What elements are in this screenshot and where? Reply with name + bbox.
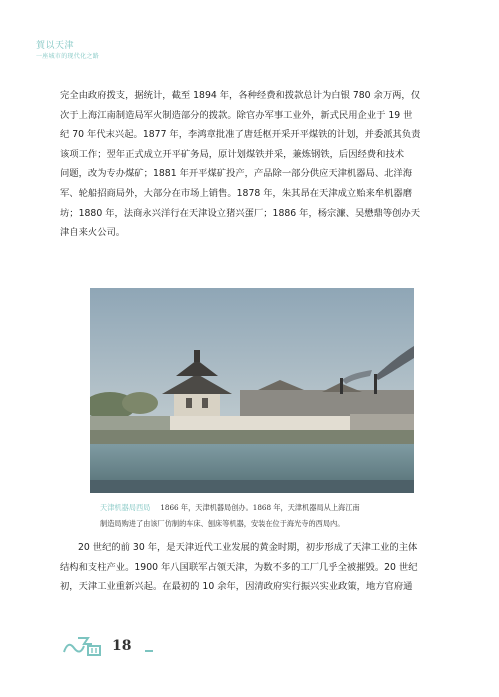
text-line: 初，天津工业重新兴起。在最初的 10 余年，因清政府实行振兴实业政策，地方官府通 — [60, 581, 413, 593]
photo-caption — [100, 500, 420, 532]
body-paragraph-2 — [60, 538, 452, 597]
body-paragraph-1 — [60, 86, 452, 243]
caption-line: 制造局购进了由该厂仿制的车床、刨床等机器，安装在位于海光寺的西局内。 — [100, 519, 345, 528]
series-logo-icon — [62, 634, 104, 658]
text-line: 该项工作；翌年正式成立开平矿务局，原计划煤铁并采，兼炼钢铁，后因经费和技术 — [60, 148, 404, 160]
historical-photo — [90, 288, 414, 493]
caption-text: 1866 年，天津机器局创办。1868 年，天津机器局从上海江南 — [160, 503, 360, 512]
text-line: 津自来火公司。 — [60, 227, 126, 239]
book-subtitle: 一座城市的现代化之路 — [36, 53, 100, 60]
caption-title: 天津机器局西局 — [100, 503, 151, 512]
page-number: 18 — [112, 638, 132, 654]
text-line: 结构和支柱产业。1900 年八国联军占领天津，为数不多的工厂几乎全被摧毁。20 世纪 — [60, 561, 418, 573]
text-line: 纪 70 年代末兴起。1877 年，李鸿章批准了唐廷枢开采开平煤铁的计划，并委派其负责 — [60, 129, 421, 141]
caption-line — [100, 500, 420, 516]
text-line: 完全由政府拨支，据统计，截至 1894 年，各种经费和拨款总计为白银 780 余万两，仅 — [60, 90, 421, 101]
text-line: 坊；1880 年，法商永兴洋行在天津设立猪兴蛋厂；1886 年，杨宗濂、吴懋鼎等创办天 — [60, 207, 421, 219]
page-footer — [62, 634, 153, 658]
text-line-content: 20 世纪的前 30 年，是天津近代工业发展的黄金时期，初步形成了天津工业的主体 — [78, 542, 418, 553]
book-title: 賀以天津 — [36, 41, 75, 51]
text-line: 问题，改为专办煤矿；1881 年开平煤矿投产，产品除一部分供应天津机器局、北洋海 — [60, 168, 413, 180]
text-line — [60, 538, 452, 558]
running-header — [36, 40, 99, 61]
text-line: 次于上海江南制造局军火制造部分的拨款。除官办军事工业外，新式民用企业于 19 世 — [60, 109, 413, 121]
text-line: 军、轮船招商局外，大部分在市场上销售。1878 年，朱其昂在天津成立贻来牟机器磨 — [60, 187, 413, 199]
page-mark — [145, 650, 153, 652]
